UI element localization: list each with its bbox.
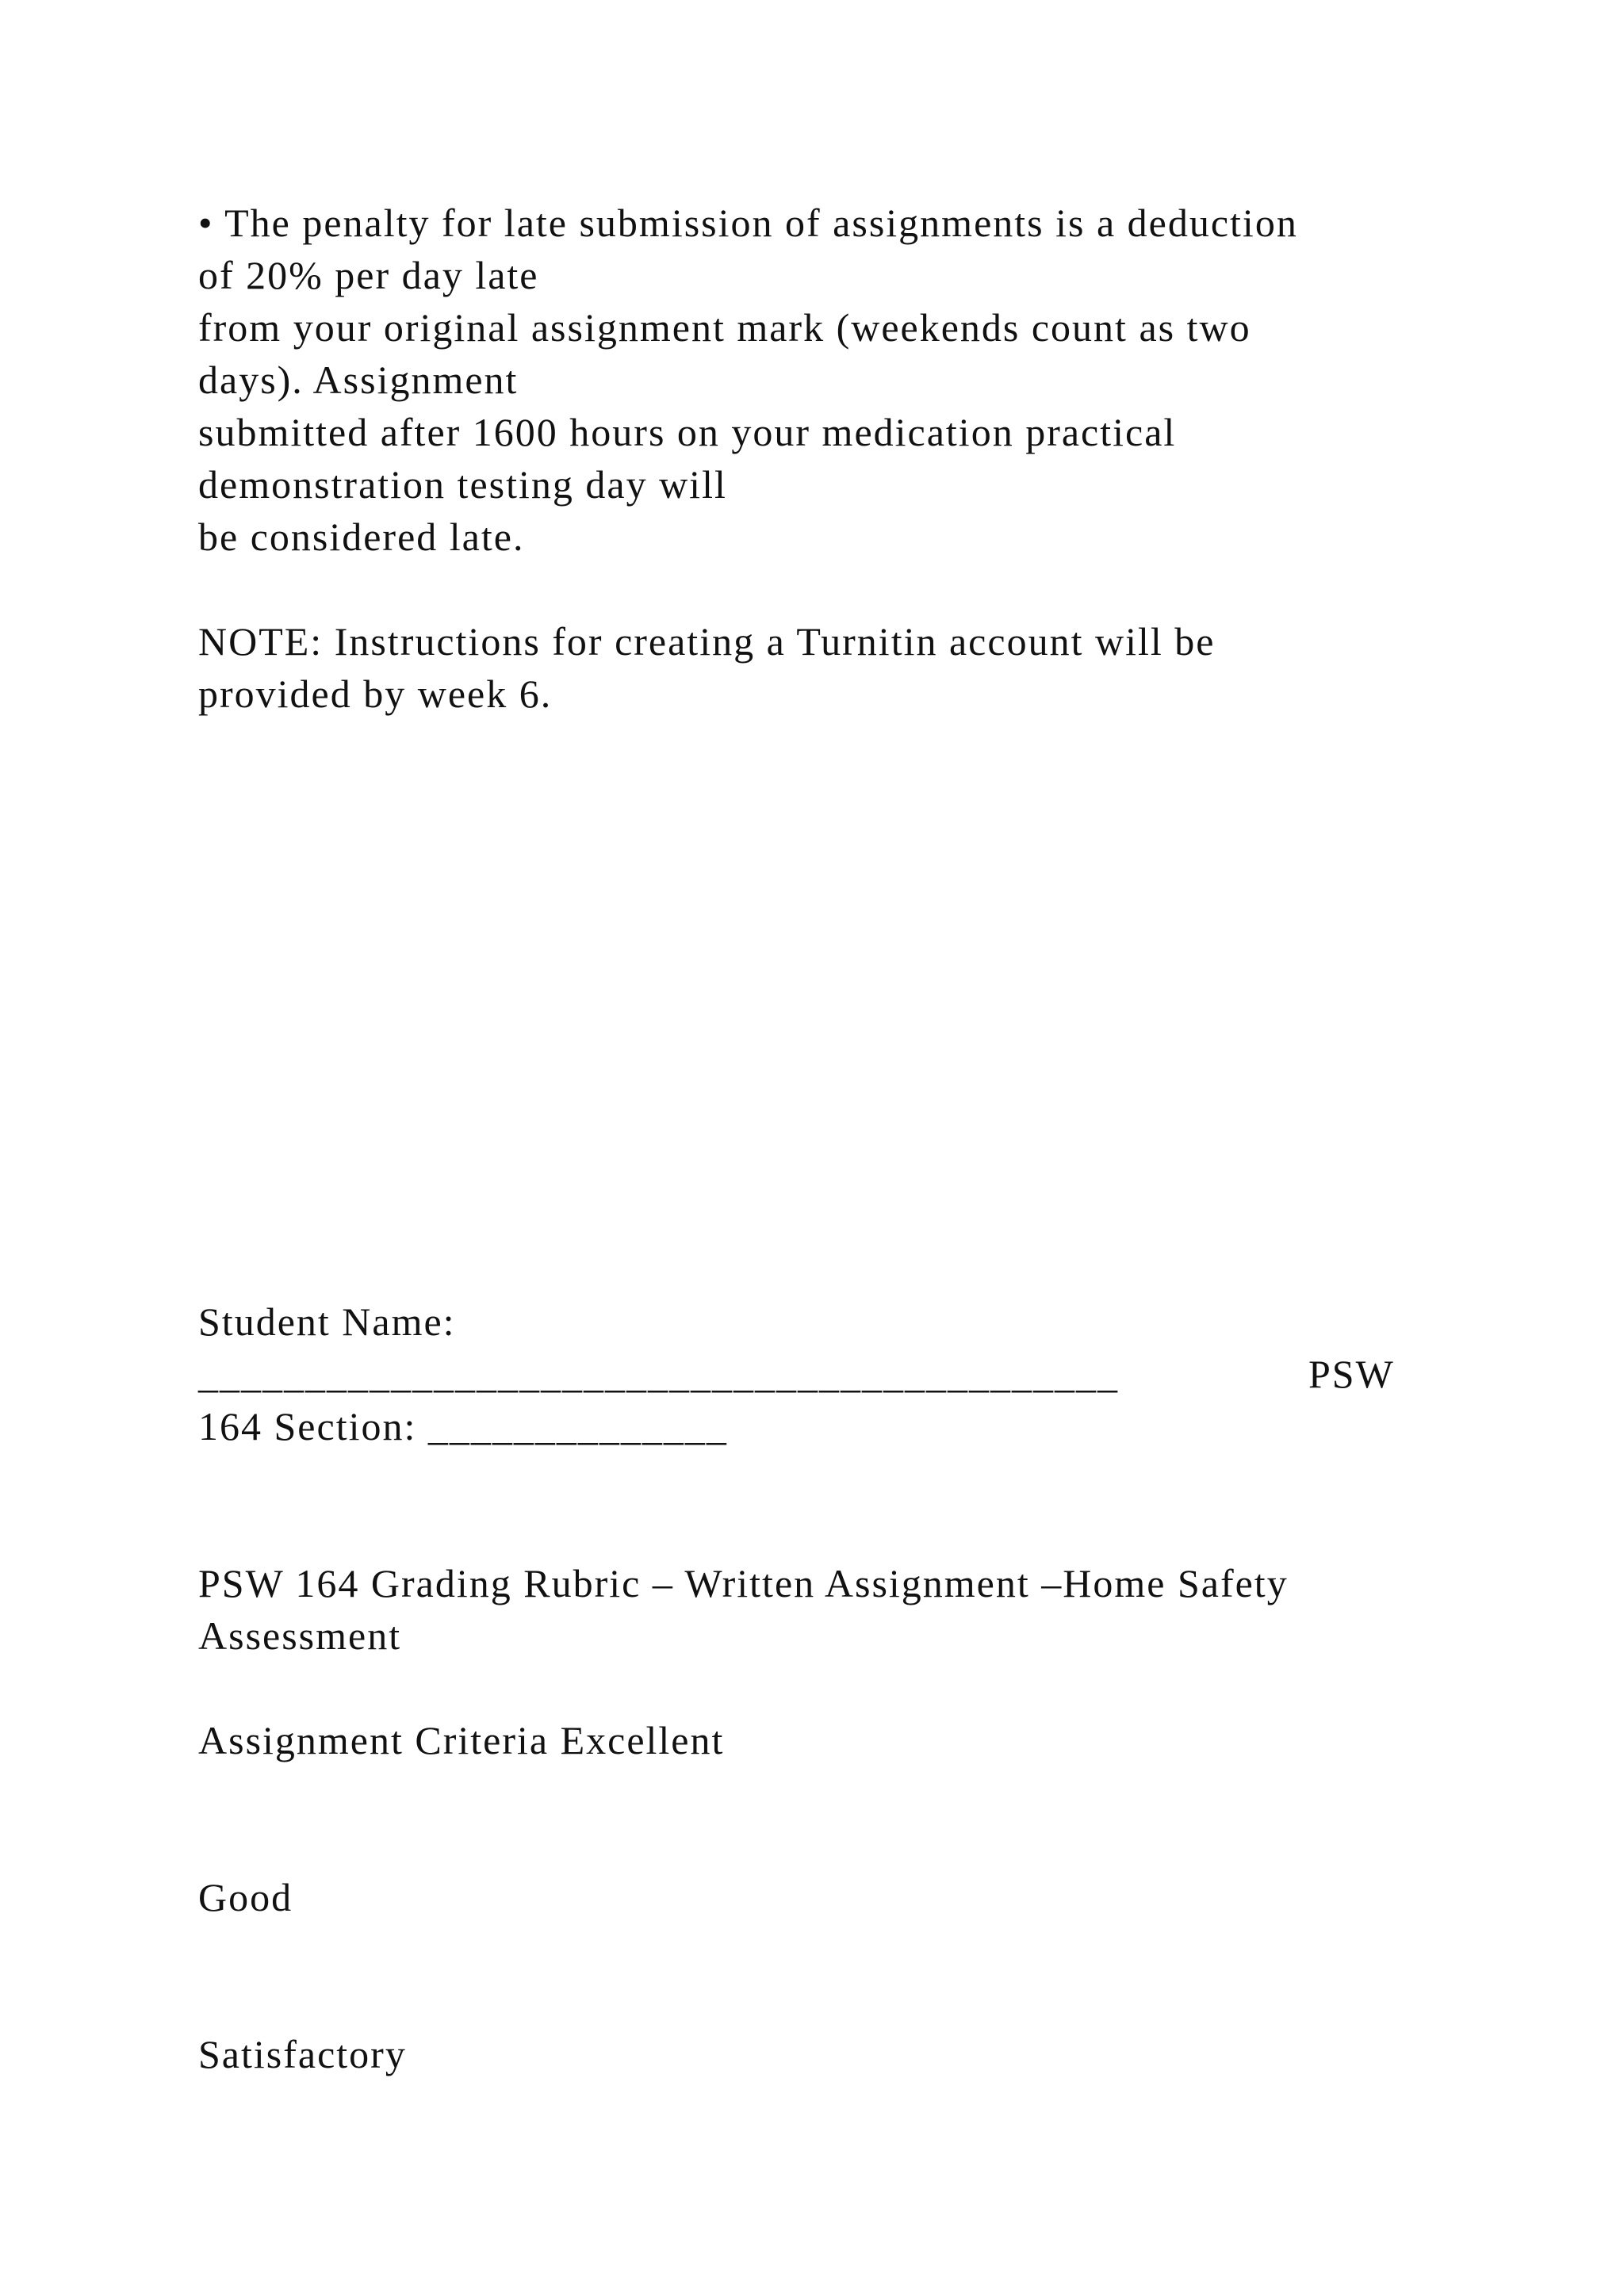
late-policy-line-2: of 20% per day late (198, 253, 539, 297)
section-line: 164 Section: ______________ (198, 1404, 728, 1448)
note-line-2: provided by week 6. (198, 672, 553, 716)
rubric-level-satisfactory: Satisfactory (198, 2032, 407, 2076)
late-policy-line-7: be considered late. (198, 515, 525, 559)
student-name-label: Student Name: (198, 1299, 456, 1344)
rubric-criteria-header: Assignment Criteria Excellent (198, 1718, 725, 1762)
rubric-title-line-2: Assessment (198, 1613, 402, 1658)
late-policy-line-1: • The penalty for late submission of assignments is a deduction (198, 201, 1298, 245)
rubric-level-good: Good (198, 1875, 293, 1919)
late-policy-line-5: submitted after 1600 hours on your medication practical (198, 410, 1177, 454)
note-line-1: NOTE: Instructions for creating a Turnitin account will be (198, 619, 1216, 664)
rubric-title-line-1: PSW 164 Grading Rubric – Written Assignment –Home Safety (198, 1561, 1289, 1605)
late-policy-line-6: demonstration testing day will (198, 462, 727, 507)
student-name-blank: ___________________________________________ (198, 1352, 1119, 1396)
psw-course-word: PSW (1308, 1352, 1395, 1396)
late-policy-line-4: days). Assignment (198, 358, 519, 402)
late-policy-line-3: from your original assignment mark (weekends count as two (198, 305, 1251, 350)
